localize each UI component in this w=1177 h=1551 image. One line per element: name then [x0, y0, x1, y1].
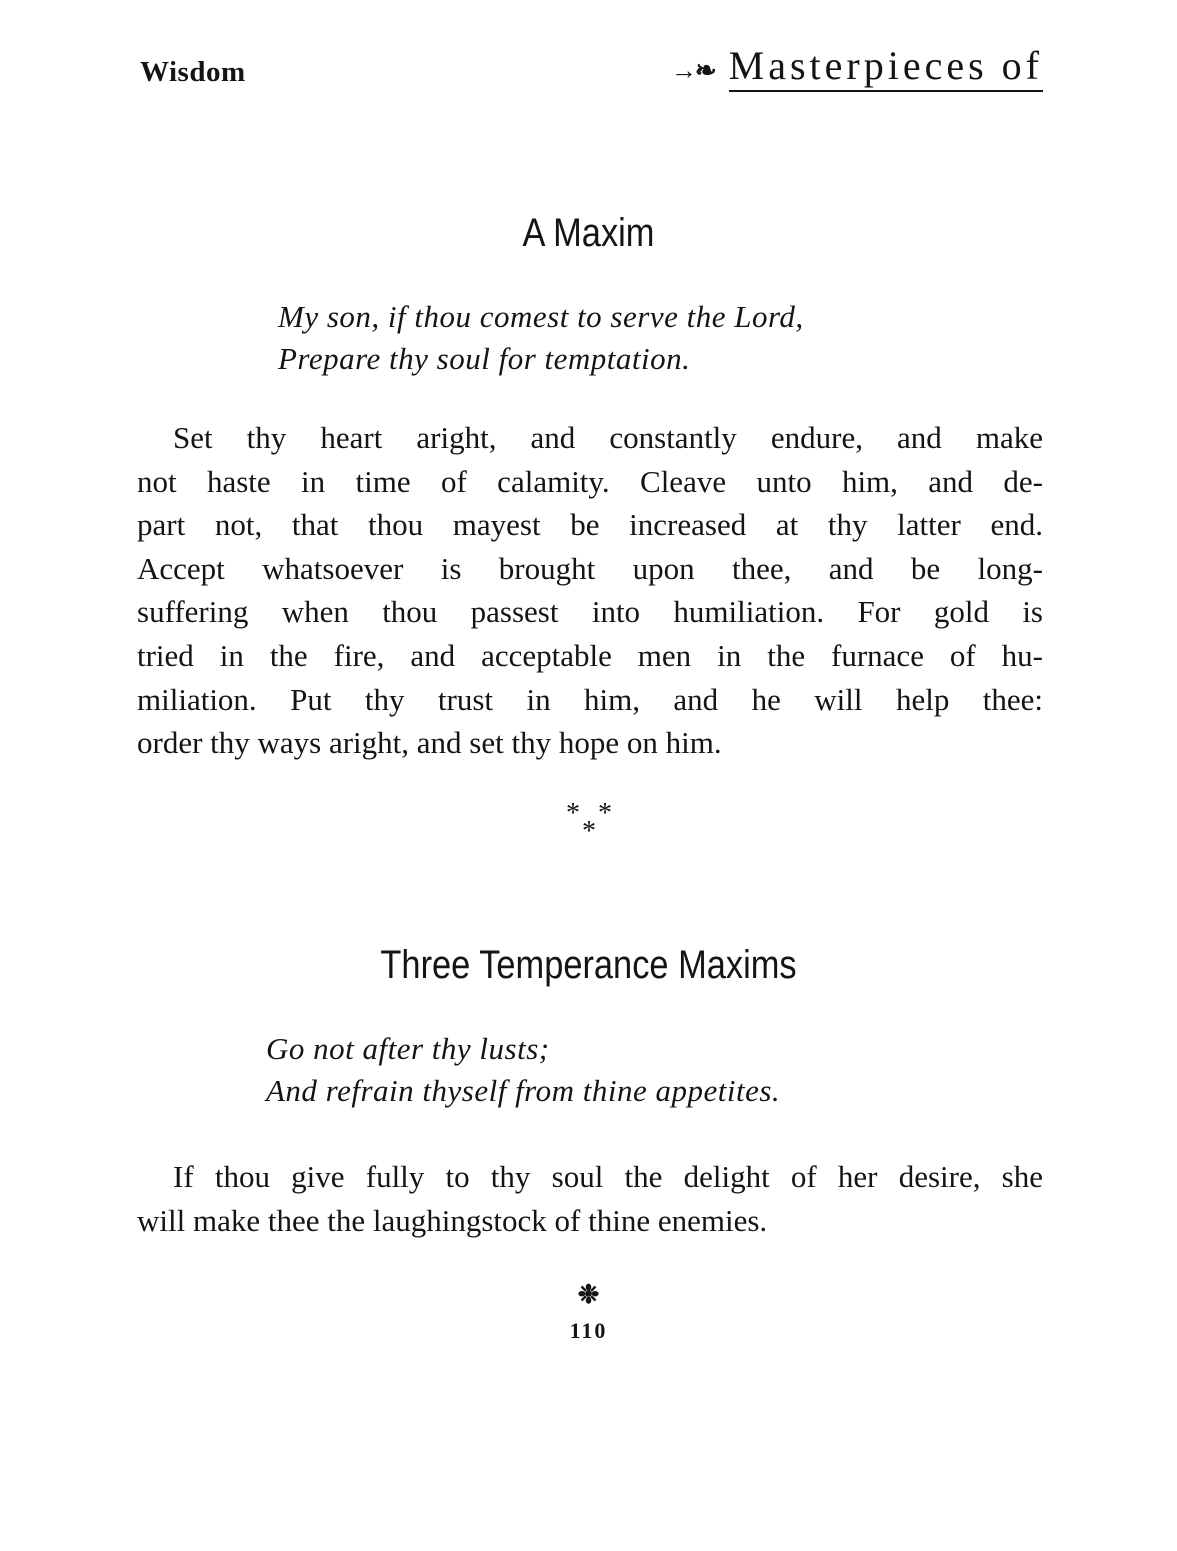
- paragraph-line: tried in the fire, and acceptable men in the furnace of hu-: [137, 637, 1043, 673]
- paragraph-line: miliation. Put thy trust in him, and he will help thee:: [137, 681, 1043, 717]
- body-paragraph-2: [137, 1155, 1043, 1242]
- epigraph-verse-2: [266, 1028, 780, 1112]
- section-title-three-temperance-maxims: Three Temperance Maxims: [380, 943, 797, 987]
- asterisk-icon: *: [598, 798, 612, 829]
- verse-line: My son, if thou comest to serve the Lord,: [278, 299, 804, 334]
- body-paragraph-1: [137, 416, 1043, 765]
- verse-line: And refrain thyself from thine appetites.: [266, 1073, 781, 1108]
- epigraph-verse-1: [278, 296, 804, 380]
- paragraph-line: Set thy heart aright, and constantly endure, and make: [173, 420, 1043, 455]
- paragraph-line: not haste in time of calamity. Cleave unto him, and de-: [137, 463, 1043, 499]
- asterisk-icon: *: [566, 798, 580, 829]
- paragraph-line: order thy ways aright, and set thy hope on him.: [137, 725, 722, 761]
- running-head-right: [671, 44, 1043, 92]
- verse-line: Go not after thy lusts;: [266, 1031, 550, 1066]
- section-title-a-maxim: A Maxim: [522, 211, 655, 255]
- paragraph-line: part not, that thou mayest be increased at thy latter end.: [137, 507, 1043, 543]
- fleuron-icon: →❧: [670, 56, 715, 85]
- verse-line: Prepare thy soul for temptation.: [278, 341, 691, 376]
- running-head-left: Wisdom: [140, 56, 246, 88]
- page-number: 110: [569, 1318, 608, 1343]
- asterism-divider: [560, 798, 620, 848]
- flower-ornament-icon: ❉: [577, 1280, 600, 1309]
- asterisk-icon: *: [582, 816, 596, 847]
- paragraph-line: suffering when thou passest into humiliation. For gold is: [137, 594, 1043, 630]
- paragraph-line: If thou give fully to thy soul the delight of her desire, she: [173, 1159, 1043, 1194]
- paragraph-line: Accept whatsoever is brought upon thee, and be long-: [137, 550, 1043, 586]
- paragraph-line: will make thee the laughingstock of thine enemies.: [137, 1202, 768, 1238]
- running-head-title: Masterpieces of: [729, 44, 1043, 92]
